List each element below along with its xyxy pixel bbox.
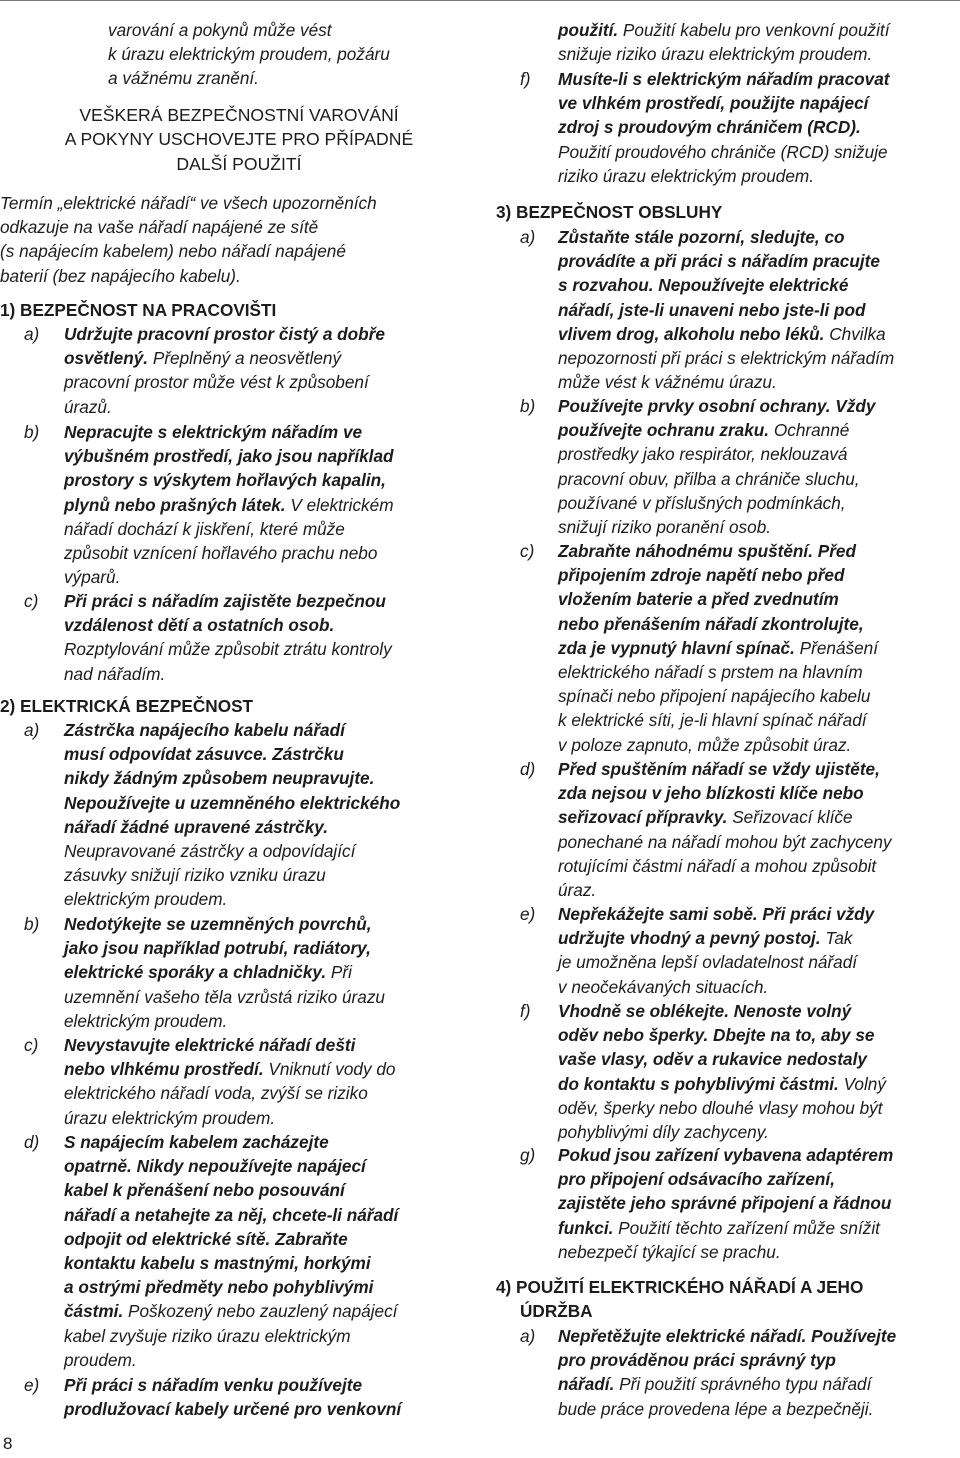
text-line: zda nejsou v jeho blízkosti klíče nebo: [558, 783, 864, 804]
item-letter: a): [24, 720, 40, 740]
text-normal: Tak: [820, 928, 853, 949]
text-line: zdroj s proudovým chráničem (RCD).: [558, 117, 861, 138]
text-line: nářadí a netahejte za něj, chcete-li nářadí: [64, 1204, 399, 1225]
text-normal: Vniknutí vody do: [263, 1059, 396, 1080]
text-line: kabel k přenášení nebo posouvání: [64, 1180, 345, 1201]
item-3e: [558, 902, 874, 999]
text-normal: Přenášení: [794, 637, 879, 658]
text-bold: osvětlený.: [64, 348, 149, 369]
text-line: uzemnění vašeho těla vzrůstá riziko úrazu: [64, 986, 385, 1007]
text-line: v neočekávaných situacích.: [558, 976, 769, 997]
item-letter: b): [520, 396, 536, 416]
text-line: k úrazu elektrickým proudem, požáru: [108, 44, 390, 65]
text-normal: Chvilka: [824, 323, 886, 344]
text-line: zajistěte jeho správné připojení a řádnou: [558, 1193, 892, 1214]
text-bold: seřizovací přípravky.: [558, 807, 728, 828]
text-bold: do kontaktu s pohyblivými částmi.: [558, 1073, 839, 1094]
item-letter: c): [24, 591, 39, 611]
text-line: s rozvahou. Nepoužívejte elektrické: [558, 275, 849, 296]
text-line: nad nářadím.: [64, 663, 166, 684]
text-line: oděv, šperky nebo dlouhé vlasy mohou být: [558, 1097, 883, 1118]
text-line: opatrně. Nikdy nepoužívejte napájecí: [64, 1156, 366, 1177]
text-bold: udržujte vhodný a pevný postoj.: [558, 928, 821, 949]
text-bold: plynů nebo prašných látek.: [64, 494, 286, 515]
item-1c: [64, 589, 392, 686]
text-line: pracovní obuv, přilba a chrániče sluchu,: [558, 468, 860, 489]
section-3-heading: 3) BEZPEČNOST OBSLUHY: [496, 202, 723, 222]
text-line: bude práce provedena lépe a bezpečněji.: [558, 1398, 874, 1419]
text-normal: Při: [326, 962, 352, 983]
text-line: úrazů.: [64, 396, 112, 417]
text-line: výbušném prostředí, jako jsou například: [64, 446, 394, 467]
text-line: nářadí dochází k jiskření, které může: [64, 518, 345, 539]
text-line: prostory s výskytem hořlavých kapalin,: [64, 470, 386, 491]
item-3c: [558, 539, 878, 757]
text-line: Rozptylování může způsobit ztrátu kontroly: [64, 639, 392, 660]
text-line: nebezpečí týkající se prachu.: [558, 1241, 781, 1262]
text-line: proudem.: [64, 1349, 137, 1370]
text-normal: Volný: [838, 1073, 886, 1094]
item-letter: c): [24, 1035, 39, 1055]
text-line: úraz.: [558, 880, 597, 901]
text-line: vzdálenost dětí a ostatních osob.: [64, 615, 335, 636]
text-line: Vhodně se oblékejte. Nenoste volný: [558, 1001, 852, 1021]
text-line: výparů.: [64, 567, 121, 588]
text-bold: zda je vypnutý hlavní spínač.: [558, 637, 795, 658]
continued-text: [108, 18, 390, 91]
text-line: zásuvky snižují riziko vzniku úrazu: [64, 865, 326, 886]
text-line: pro připojení odsávacího zařízení,: [558, 1169, 835, 1190]
section-1-heading: 1) BEZPEČNOST NA PRACOVIŠTI: [0, 300, 277, 320]
item-letter: d): [24, 1132, 40, 1152]
text-line: Neupravované zástrčky a odpovídající: [64, 841, 356, 862]
text-bold: použití.: [558, 20, 619, 40]
text-line: používané v příslušných podmínkách,: [558, 492, 846, 513]
text-line: pracovní prostor může vést k způsobení: [64, 372, 369, 393]
text-line: baterií (bez napájecího kabelu).: [0, 265, 241, 286]
text-line: a ostrými předměty nebo pohyblivými: [64, 1277, 374, 1298]
item-2d: [64, 1130, 398, 1372]
item-letter: f): [520, 69, 531, 89]
item-letter: f): [520, 1001, 531, 1021]
text-line: prostředky jako respirátor, neklouzavá: [558, 444, 848, 465]
text-line: S napájecím kabelem zacházejte: [64, 1132, 329, 1152]
item-1a: [64, 322, 385, 419]
text-line: Musíte-li s elektrickým nářadím pracovat: [558, 69, 890, 89]
item-3g: [558, 1143, 893, 1264]
text-line: provádíte a při práci s nářadím pracujte: [558, 251, 880, 272]
item-2e: [64, 1373, 401, 1421]
text-line: odkazuje na vaše nářadí napájené ze sítě: [0, 217, 319, 238]
text-line: Použití proudového chrániče (RCD) snižuje: [558, 141, 888, 162]
item-letter: b): [24, 422, 40, 442]
text-line: připojením zdroje napětí nebo před: [558, 565, 845, 586]
text-bold: elektrické sporáky a chladničky.: [64, 962, 327, 983]
section-4-heading: [496, 1275, 863, 1323]
text-normal: Přeplněný a neosvětlený: [148, 348, 342, 369]
text-line: elektrickým proudem.: [64, 889, 228, 910]
text-line: oděv nebo šperky. Dbejte na to, aby se: [558, 1025, 875, 1046]
text-line: elektrického nářadí voda, zvýší se riziko: [64, 1083, 368, 1104]
text-line: Nepřetěžujte elektrické nářadí. Používejte: [558, 1326, 897, 1346]
text-line: nikdy žádným způsobem neupravujte.: [64, 768, 375, 789]
item-letter: a): [520, 1326, 536, 1346]
text-normal: Použití kabelu pro venkovní použití: [618, 20, 890, 40]
item-letter: b): [24, 914, 40, 934]
text-line: elektrickým proudem.: [64, 1010, 228, 1031]
text-line: vložením baterie a před zvednutím: [558, 589, 839, 610]
text-line: Nedotýkejte se uzemněných povrchů,: [64, 914, 372, 934]
item-3a: [558, 225, 894, 394]
text-line: elektrického nářadí s prstem na hlavním: [558, 662, 863, 683]
text-line: odpojit od elektrické sítě. Zabraňte: [64, 1228, 348, 1249]
text-line: Před spuštěním nářadí se vždy ujistěte,: [558, 759, 880, 779]
item-3b: [558, 394, 875, 539]
text-line: Nepoužívejte u uzemněného elektrického: [64, 792, 401, 813]
item-letter: a): [520, 227, 536, 247]
item-letter: a): [24, 324, 40, 344]
text-bold: funkci.: [558, 1217, 614, 1238]
text-line: Zabraňte náhodnému spuštění. Před: [558, 541, 856, 561]
item-2e-continued: [558, 18, 889, 66]
text-line: pro prováděnou práci správný typ: [558, 1350, 836, 1371]
top-rule: [0, 0, 960, 1]
text-line: a vážnému zranění.: [108, 68, 259, 89]
heading-line: ÚDRŽBA: [520, 1301, 593, 1322]
text-line: Nepracujte s elektrickým nářadím ve: [64, 422, 363, 442]
heading-line: VEŠKERÁ BEZPEČNOSTNÍ VAROVÁNÍ: [79, 105, 399, 125]
text-line: je umožněna lepší ovladatelnost nářadí: [558, 952, 858, 973]
item-3f: [558, 999, 886, 1144]
item-2c: [64, 1033, 395, 1130]
text-line: Udržujte pracovní prostor čistý a dobře: [64, 324, 385, 344]
item-2f: [558, 67, 889, 188]
text-line: spínači nebo připojení napájecího kabelu: [558, 686, 871, 707]
text-line: Zástrčka napájecího kabelu nářadí: [64, 720, 345, 740]
text-line: úrazu elektrickým proudem.: [64, 1107, 276, 1128]
text-bold: používejte ochranu zraku.: [558, 420, 770, 441]
text-line: (s napájecím kabelem) nebo nářadí napájené: [0, 241, 346, 262]
text-line: Nepřekážejte sami sobě. Při práci vždy: [558, 904, 875, 924]
text-line: způsobit vznícení hořlavého prachu nebo: [64, 543, 378, 564]
heading-line: 4) POUŽITÍ ELEKTRICKÉHO NÁŘADÍ A JEHO: [496, 1277, 864, 1297]
text-normal: V elektrickém: [285, 494, 394, 515]
text-line: kabel zvyšuje riziko úrazu elektrickým: [64, 1325, 351, 1346]
text-line: snižuje riziko úrazu elektrickým proudem.: [558, 44, 873, 65]
text-line: nepozornosti při práci s elektrickým nářadím: [558, 348, 895, 369]
text-line: rotujícími částmi nářadí a mohou způsobit: [558, 855, 877, 876]
text-line: Zůstaňte stále pozorní, sledujte, co: [558, 227, 845, 247]
text-normal: Poškozený nebo zauzlený napájecí: [123, 1301, 398, 1322]
text-bold: nářadí.: [558, 1374, 615, 1395]
text-line: může vést k vážnému úrazu.: [558, 372, 777, 393]
text-bold: částmi.: [64, 1301, 124, 1322]
text-normal: Použití těchto zařízení může snížit: [613, 1217, 880, 1238]
heading-line: A POKYNY USCHOVEJTE PRO PŘÍPADNÉ: [64, 129, 414, 150]
section-heading-keep: [0, 103, 478, 176]
section-2-heading: 2) ELEKTRICKÁ BEZPEČNOST: [0, 696, 254, 716]
text-line: Při práci s nářadím venku používejte: [64, 1375, 363, 1395]
text-line: varování a pokynů může vést: [108, 20, 332, 40]
item-2a: [64, 718, 400, 912]
text-line: musí odpovídat zásuvce. Zástrčku: [64, 744, 344, 765]
text-line: v poloze zapnuto, může způsobit úraz.: [558, 734, 852, 755]
text-line: prodlužovací kabely určené pro venkovní: [64, 1399, 402, 1420]
item-letter: e): [520, 904, 536, 924]
text-line: ponechané na nářadí mohou být zachyceny: [558, 831, 892, 852]
text-line: riziko úrazu elektrickým proudem.: [558, 165, 814, 186]
text-normal: Při použití správného typu nářadí: [614, 1374, 872, 1395]
text-line: k elektrické síti, je-li hlavní spínač nářadí: [558, 710, 867, 731]
heading-line: DALŠÍ POUŽITÍ: [176, 153, 302, 174]
item-2b: [64, 912, 385, 1033]
text-normal: Seřizovací klíče: [727, 807, 853, 828]
text-line: Při práci s nářadím zajistěte bezpečnou: [64, 591, 386, 611]
text-line: Používejte prvky osobní ochrany. Vždy: [558, 396, 876, 416]
text-line: nářadí žádné upravené zástrčky.: [64, 816, 328, 837]
intro-paragraph: [0, 191, 377, 288]
text-line: Nevystavujte elektrické nářadí dešti: [64, 1035, 356, 1055]
text-line: Pokud jsou zařízení vybavena adaptérem: [558, 1145, 894, 1165]
item-1b: [64, 420, 394, 589]
text-line: kontaktu kabelu s mastnými, horkými: [64, 1253, 371, 1274]
text-bold: nebo vlhkému prostředí.: [64, 1059, 264, 1080]
item-letter: e): [24, 1375, 40, 1395]
text-line: vaše vlasy, oděv a rukavice nedostaly: [558, 1049, 867, 1070]
item-letter: c): [520, 541, 535, 561]
text-line: snižují riziko poranění osob.: [558, 517, 772, 538]
text-line: nebo přenášením nářadí zkontrolujte,: [558, 613, 864, 634]
item-3d: [558, 757, 891, 902]
item-4a: [558, 1324, 896, 1421]
page-number: 8: [3, 1434, 13, 1453]
text-line: Termín „elektrické nářadí“ ve všech upozorněních: [0, 193, 377, 213]
item-letter: g): [520, 1145, 536, 1165]
text-bold: vlivem drog, alkoholu nebo léků.: [558, 323, 825, 344]
text-line: pohyblivými díly zachyceny.: [558, 1122, 769, 1143]
text-line: jako jsou například potrubí, radiátory,: [64, 938, 371, 959]
text-normal: Ochranné: [769, 420, 850, 441]
item-letter: d): [520, 759, 536, 779]
text-line: nářadí, jste-li unaveni nebo jste-li pod: [558, 299, 866, 320]
text-line: ve vlhkém prostředí, použijte napájecí: [558, 93, 869, 114]
